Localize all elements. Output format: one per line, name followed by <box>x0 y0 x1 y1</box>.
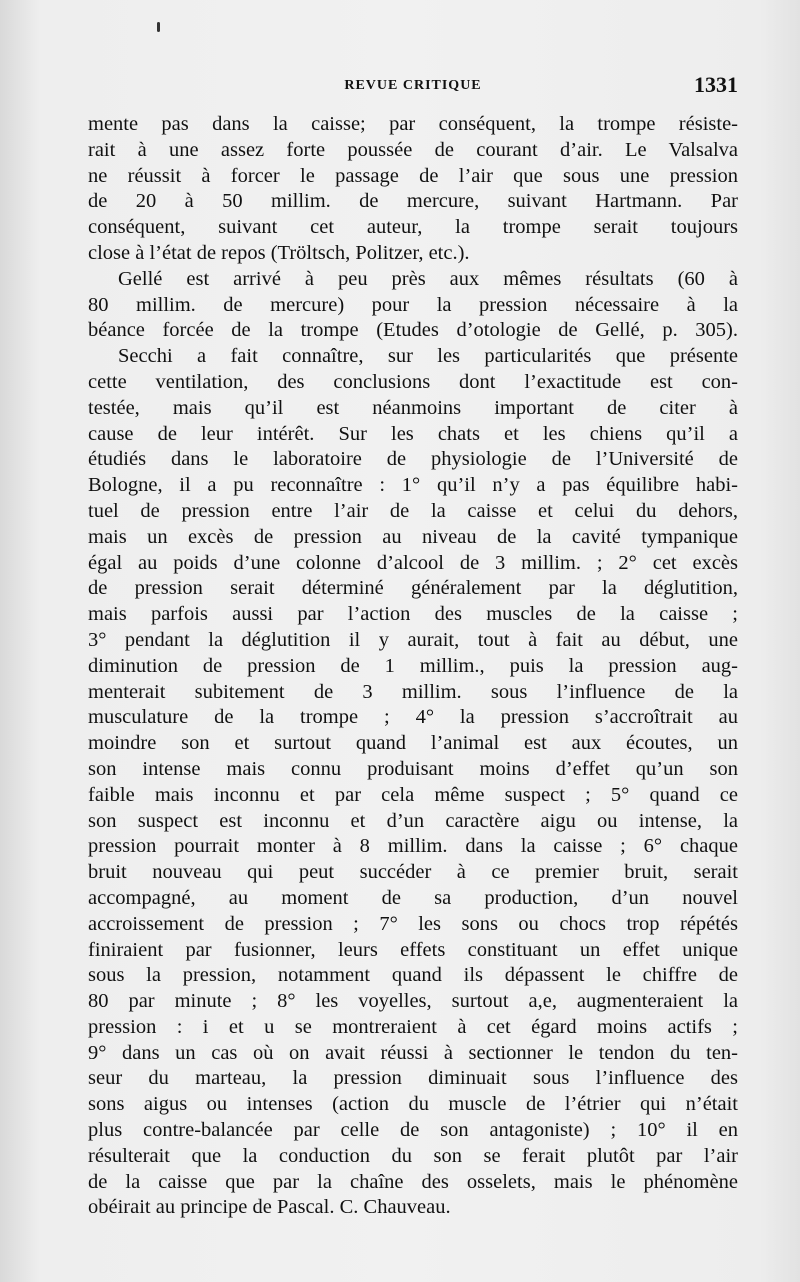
text-line: mais parfois aussi par l’action des muscles de la caisse ; <box>88 603 738 626</box>
page-header <box>88 72 738 102</box>
text-line: sous la pression, notamment quand ils dépassent le chiffre de <box>88 964 738 987</box>
text-line: 3° pendant la déglutition il y aurait, tout à fait au début, une <box>88 628 738 651</box>
text-line: cause de leur intérêt. Sur les chats et les chiens qu’il a <box>88 422 738 445</box>
text-line: pression : i et u se montreraient à cet égard moins actifs ; <box>88 1015 738 1038</box>
text-line: son intense mais connu produisant moins d’effet qu’un son <box>88 757 738 780</box>
text-line: menterait subitement de 3 millim. sous l’influence de la <box>88 680 738 703</box>
page-number: 1331 <box>694 72 738 97</box>
text-line: finiraient par fusionner, leurs effets constituant un effet unique <box>88 938 738 961</box>
text-line: close à l’état de repos (Tröltsch, Politzer, etc.). <box>88 241 470 264</box>
text-line: étudiés dans le laboratoire de physiologie de l’Université de <box>88 448 738 471</box>
text-line: pression pourrait monter à 8 millim. dans la caisse ; 6° chaque <box>88 835 738 858</box>
text-line: Secchi a fait connaître, sur les particularités que présente <box>118 345 738 368</box>
text-line: mais un excès de pression au niveau de la cavité tympanique <box>88 525 738 548</box>
text-line: 9° dans un cas où on avait réussi à sectionner le tendon du ten- <box>88 1041 738 1064</box>
text-line: de la caisse que par la chaîne des osselets, mais le phénomène <box>88 1170 738 1193</box>
text-line: égal au poids d’une colonne d’alcool de 3 millim. ; 2° cet excès <box>88 551 738 574</box>
text-line: accroissement de pression ; 7° les sons ou chocs trop répétés <box>88 912 738 935</box>
text-line: béance forcée de la trompe (Etudes d’otologie de Gellé, p. 305). <box>88 319 738 342</box>
text-line: faible mais inconnu et par cela même suspect ; 5° quand ce <box>88 783 738 806</box>
text-line: testée, mais qu’il est néanmoins important de citer à <box>88 396 738 419</box>
text-line: accompagné, au moment de sa production, d’un nouvel <box>88 886 738 909</box>
text-line: résulterait que la conduction du son se ferait plutôt par l’air <box>88 1144 738 1167</box>
running-head: REVUE CRITIQUE <box>344 78 482 93</box>
text-line: conséquent, suivant cet auteur, la trompe serait toujours <box>88 216 738 239</box>
text-line: moindre son et surtout quand l’animal est aux écoutes, un <box>88 732 738 755</box>
text-line: seur du marteau, la pression diminuait sous l’influence des <box>88 1067 738 1090</box>
text-line: Bologne, il a pu reconnaître : 1° qu’il n’y a pas équilibre habi- <box>88 474 738 497</box>
text-line: diminution de pression de 1 millim., puis la pression aug- <box>88 654 738 677</box>
text-line: ne réussit à forcer le passage de l’air que sous une pression <box>88 164 738 187</box>
text-line: sons aigus ou intenses (action du muscle de l’étrier qui n’était <box>88 1093 738 1116</box>
text-line: musculature de la trompe ; 4° la pression s’accroîtrait au <box>88 706 738 729</box>
text-line: Gellé est arrivé à peu près aux mêmes résultats (60 à <box>118 267 738 290</box>
text-line: rait à une assez forte poussée de courant d’air. Le Valsalva <box>88 138 738 161</box>
text-line: tuel de pression entre l’air de la caisse et celui du dehors, <box>88 499 738 522</box>
text-line: mente pas dans la caisse; par conséquent, la trompe résiste- <box>88 113 738 135</box>
text-line: de 20 à 50 millim. de mercure, suivant Hartmann. Par <box>88 190 738 213</box>
article-body <box>88 112 738 1221</box>
text-line: 80 par minute ; 8° les voyelles, surtout a,e, augmenteraient la <box>88 990 738 1013</box>
text-line: son suspect est inconnu et d’un caractère aigu ou intense, la <box>88 809 738 832</box>
text-line: bruit nouveau qui peut succéder à ce premier bruit, serait <box>88 861 738 884</box>
text-line: 80 millim. de mercure) pour la pression nécessaire à la <box>88 293 738 316</box>
signature-line: obéirait au principe de Pascal. C. Chauveau. <box>88 1196 451 1219</box>
text-line: de pression serait déterminé généralement par la déglutition, <box>88 577 738 600</box>
text-line: cette ventilation, des conclusions dont l’exactitude est con- <box>88 370 738 393</box>
ink-speck <box>157 22 160 32</box>
text-line: plus contre-balancée par celle de son antagoniste) ; 10° il en <box>88 1119 738 1142</box>
